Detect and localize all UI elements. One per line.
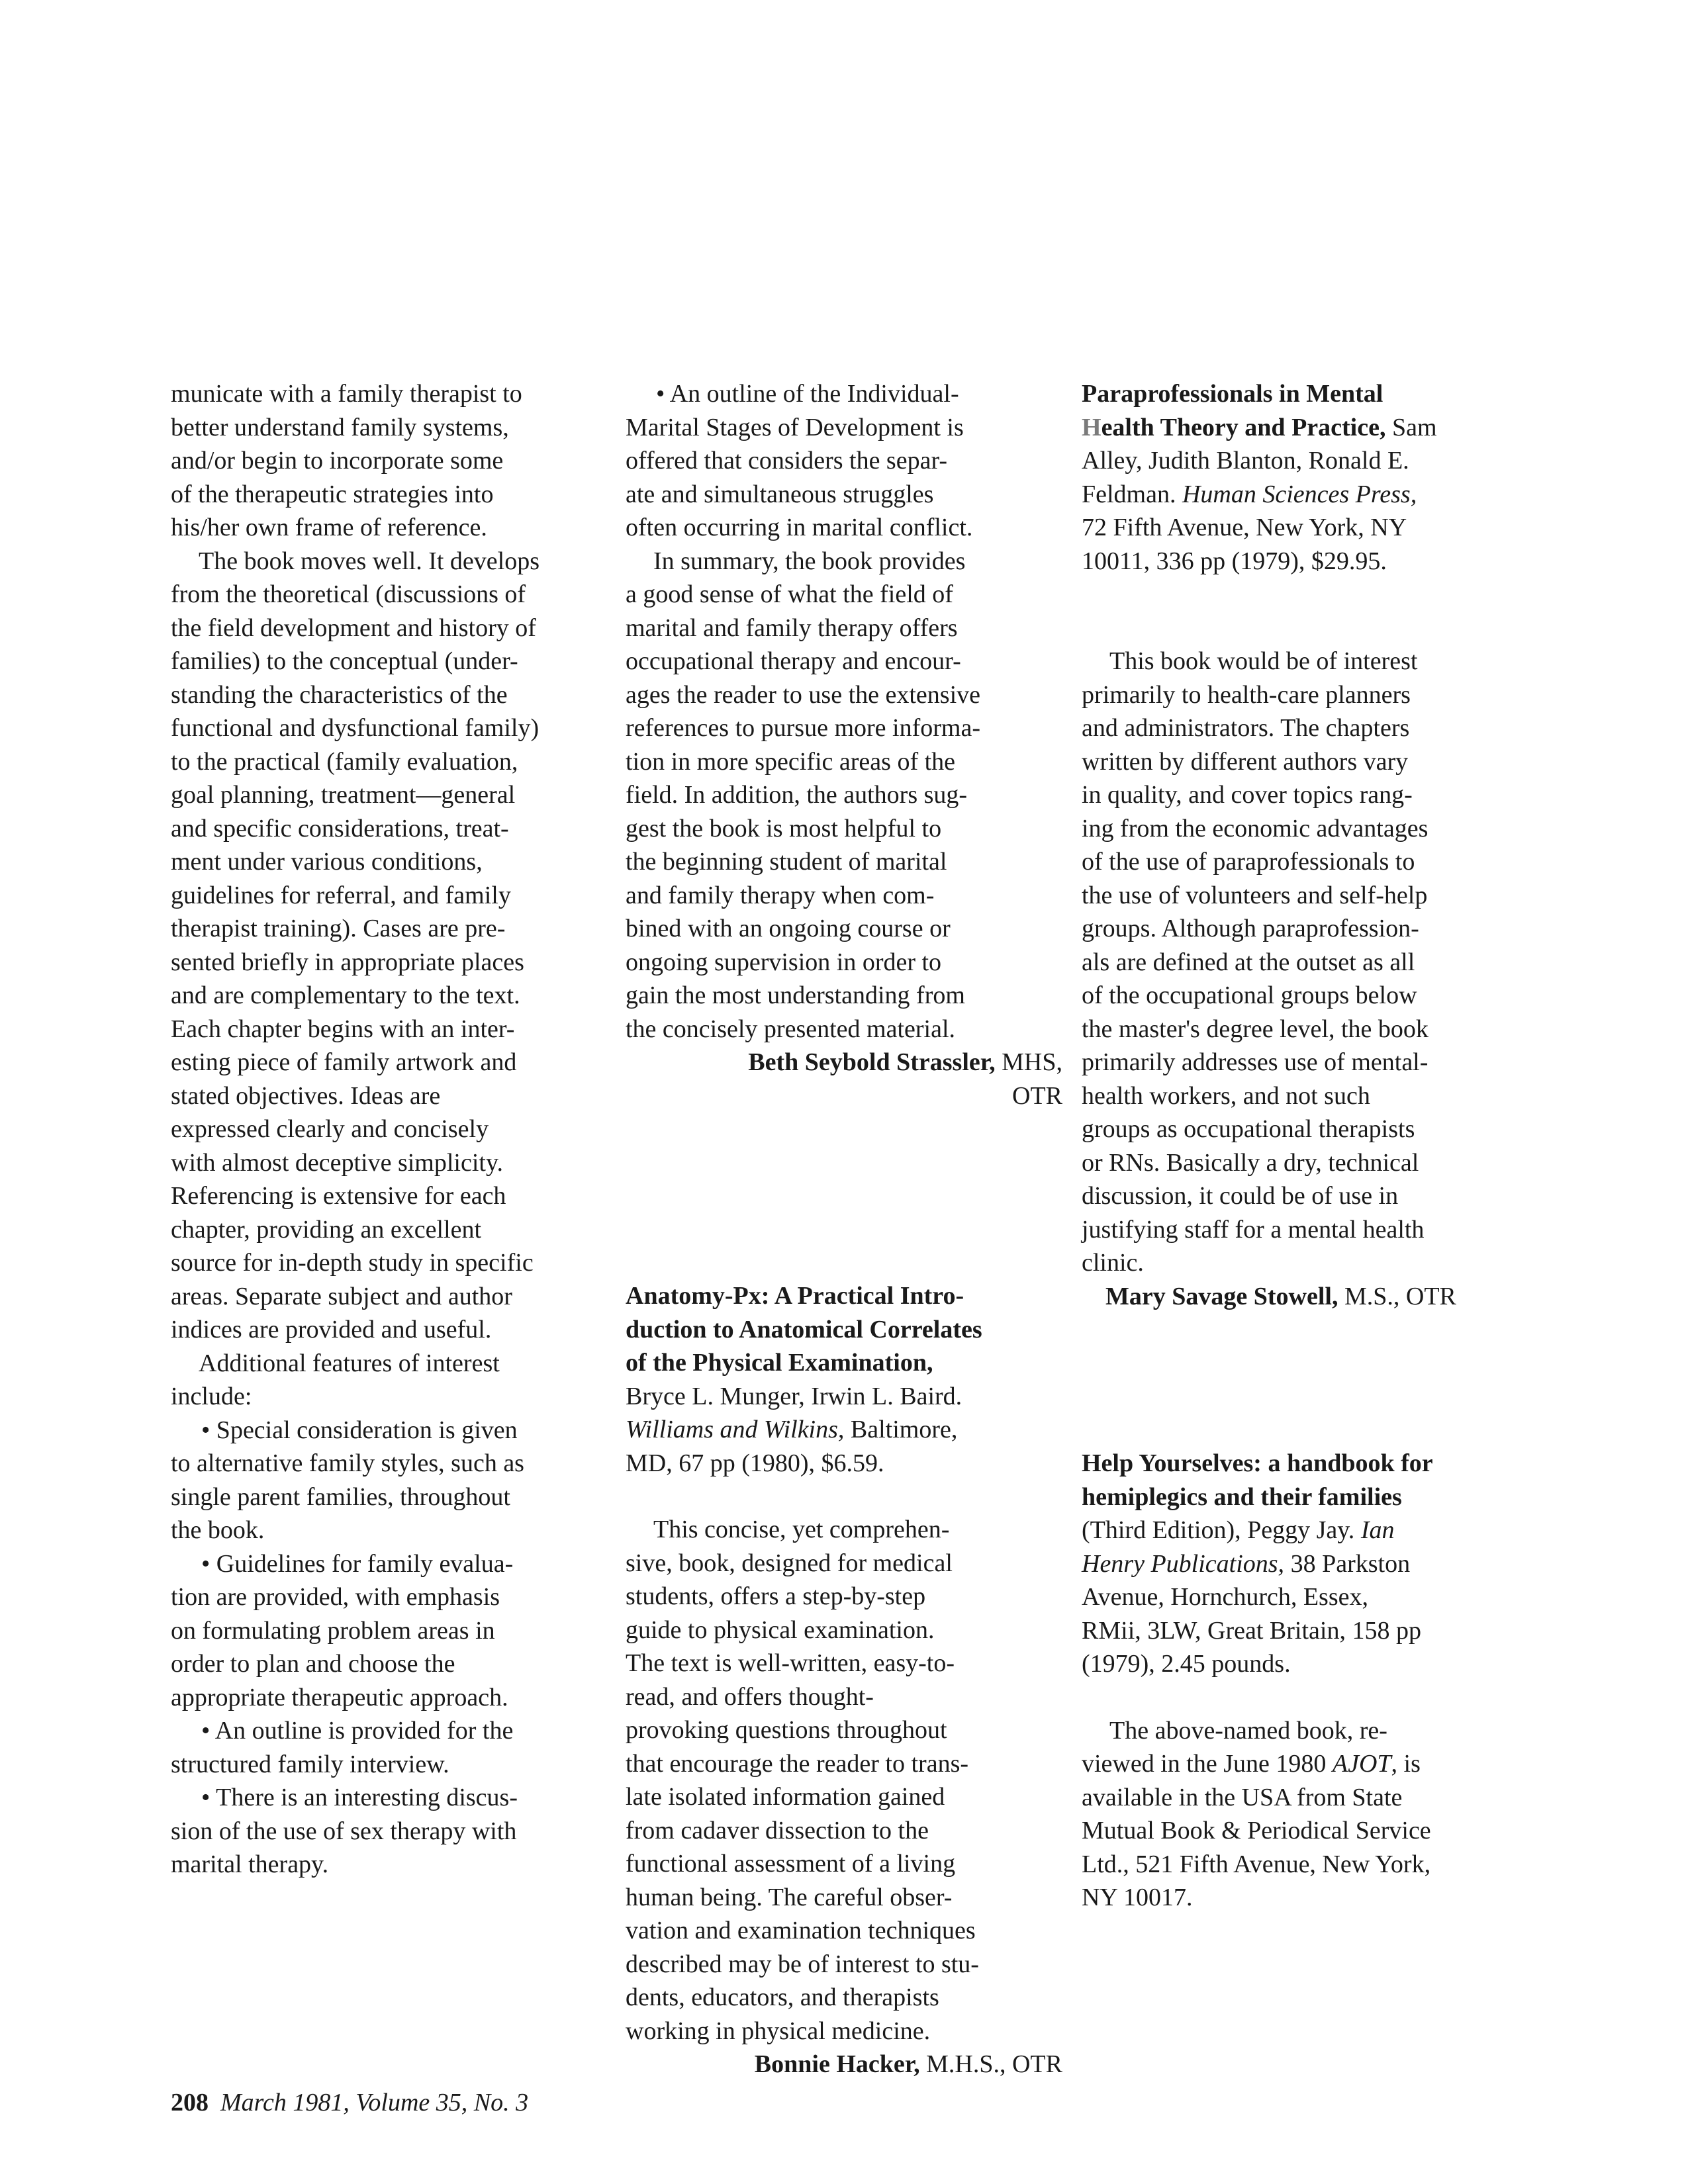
page-footer [171, 2086, 528, 2119]
bullet-sex-therapy: • There is an interesting discus- sion of the use of sex therapy with marital therapy. [171, 1784, 518, 1878]
review-body-anatomy-px: This concise, yet comprehen- sive, book, designed for medical students, offers a step-by-step guide to physical examination. The text is well-written, easy-to- read, and offers thought- provoking questions throughout that encourage the reader to trans- late isolated information gained from cadaver dissection to the functional assessment of a living human being. The careful obser- vation and examination techniques described may be of interest to stu- dents, educators, and therapists working in physical medicine. [626, 1516, 979, 2045]
column-3 [1082, 377, 1532, 1915]
review-body-paraprofessionals: This book would be of interest primarily to health-care planners and administrators. The chapters written by different authors vary in quality, and cover topics rang- ing from the economic advantages of the use of paraprofessionals to the use of volunteers and self-help groups. Although paraprofession- als are defined at the outset as all of the occupational groups below the master's degree level, the book primarily addresses use of mental- health workers, and not such groups as occupational therapists or RNs. Basically a dry, technical discussion, it could be of use in justifying staff for a mental health clinic. [1082, 647, 1429, 1277]
journal-issue: March 1981, Volume 35, No. 3 [220, 2089, 529, 2116]
reviewer-signature-stowell: Mary Savage Stowell, M.S., OTR [1105, 1282, 1456, 1310]
review-heading-anatomy-px: Anatomy-Px: A Practical Intro- duction to Anatomical Correlates of the Physical Examination, Bryce L. Munger, Irwin L. Baird. Williams and Wilkins, Baltimore, MD, 67 pp (1980), $6.59. [626, 1282, 982, 1477]
column-2 [626, 377, 1062, 2081]
review-heading-paraprofessionals: Paraprofessionals in Mental Health Theory and Practice, Sam Alley, Judith Blanton, Ronald E. Feldman. Human Sciences Press, 72 Fifth Avenue, New York, NY 10011, 336 pp (1979), $29.95. [1082, 380, 1437, 575]
reviewer-signature-hacker: Bonnie Hacker, M.H.S., OTR [754, 2050, 1062, 2078]
bullet-marital-stages: • An outline of the Individual- Marital Stages of Development is offered that considers the separ- ate and simultaneous struggles often occurring in marital conflict. [626, 380, 973, 541]
review-heading-help-yourselves: Help Yourselves: a handbook for hemiplegics and their families (Third Edition), Peggy Jay. Ian Henry Publications, 38 Parkston Avenue, Hornchurch, Essex, RMii, 3LW, Great Britain, 158 pp (1979), 2.45 pounds. [1082, 1449, 1433, 1678]
review-body-help-yourselves: The above-named book, re- viewed in the June 1980 AJOT, is available in the USA from State Mutual Book & Periodical Service Ltd., 521 Fifth Avenue, New York, NY 10017. [1082, 1716, 1431, 1911]
paragraph-continued: municate with a family therapist to better understand family systems, and/or begin to incorporate some of the therapeutic strategies into his/her own frame of reference. [171, 380, 522, 541]
bullet-alternative-styles: • Special consideration is given to alternative family styles, such as single parent families, throughout the book. [171, 1416, 524, 1544]
paragraph-book-moves-well: The book moves well. It develops from the theoretical (discussions of the field development and history of families) to the conceptual (under- standing the characteristics of the functional and dysfunctional family) to the practical (family evaluation, goal planning, treatment—general and specific considerations, treat- ment under various conditions, guidelines for referral, and family therapist training). Cases are pre- sented briefly in appropriate places and are complementary to the text. Each chapter begins with an inter- esting piece of family artwork and stated objectives. Ideas are expressed clearly and concisely with almost deceptive simplicity. Referencing is extensive for each chapter, providing an excellent source for in-depth study in specific areas. Separate subject and author indices are provided and useful. [171, 547, 540, 1343]
paragraph-additional-features: Additional features of interest include: [171, 1349, 500, 1410]
bullet-guidelines: • Guidelines for family evalua- tion are provided, with emphasis on formulating problem areas in order to plan and choose the appropriate therapeutic approach. [171, 1549, 514, 1711]
column-1 [171, 377, 621, 1882]
bullet-outline-interview: • An outline is provided for the structured family interview. [171, 1717, 514, 1778]
paragraph-summary: In summary, the book provides a good sense of what the field of marital and family therapy offers occupational therapy and encour- ages the reader to use the extensive references to pursue more informa- tion in more specific areas of the field. In addition, the authors sug- gest the book is most helpful to the beginning student of marital and family therapy when com- bined with an ongoing course or ongoing supervision in order to gain the most understanding from the concisely presented material. [626, 547, 980, 1043]
page-number: 208 [171, 2089, 209, 2116]
reviewer-signature-strassler: Beth Seybold Strassler, MHS, OTR [748, 1048, 1062, 1110]
